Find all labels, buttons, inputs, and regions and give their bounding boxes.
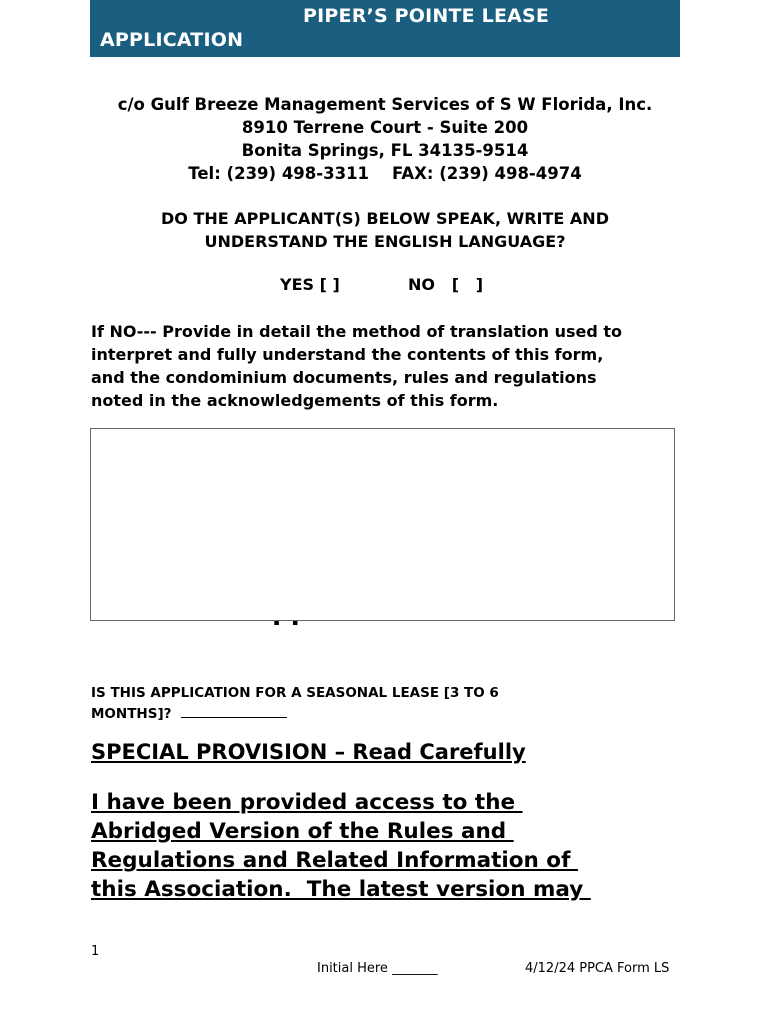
management-address	[0, 93, 770, 185]
yes-checkbox[interactable]: YES [ ]	[280, 275, 340, 294]
page-number: 1	[91, 944, 100, 959]
seasonal-lease-answer-field[interactable]	[181, 703, 287, 718]
address-line: Bonita Springs, FL 34135-9514	[241, 141, 529, 160]
address-line: c/o Gulf Breeze Management Services of S W Florida, Inc.	[117, 95, 653, 114]
translation-method-textbox[interactable]	[90, 428, 675, 621]
form-title-line-1: PIPER’S POINTE LEASE	[303, 5, 550, 27]
acknowledgement-text: I have been provided access to the Abridged Version of the Rules and Regulations and Related Information of this Association. The latest version may	[91, 790, 591, 902]
form-identifier: 4/12/24 PPCA Form LS	[525, 961, 670, 976]
no-checkbox[interactable]: NO [ ]	[408, 275, 484, 294]
special-provision-heading: SPECIAL PROVISION – Read Carefully	[91, 740, 526, 764]
form-title-line-2: APPLICATION	[100, 29, 244, 51]
seasonal-lease-question: IS THIS APPLICATION FOR A SEASONAL LEASE [3 TO 6 MONTHS]?	[91, 685, 499, 722]
header-banner	[90, 0, 680, 57]
if-no-instructions: If NO--- Provide in detail the method of translation used to interpret and fully understand the contents of this form, and the condominium documents, rules and regulations noted in the acknowledgements of this form.	[91, 322, 623, 410]
contact-line: Tel: (239) 498-3311 FAX: (239) 498-4974	[188, 164, 582, 183]
initial-here-field[interactable]: Initial Here _______	[317, 961, 438, 976]
address-line: 8910 Terrene Court - Suite 200	[241, 118, 529, 137]
language-question: DO THE APPLICANT(S) BELOW SPEAK, WRITE AND UNDERSTAND THE ENGLISH LANGUAGE?	[161, 209, 609, 251]
